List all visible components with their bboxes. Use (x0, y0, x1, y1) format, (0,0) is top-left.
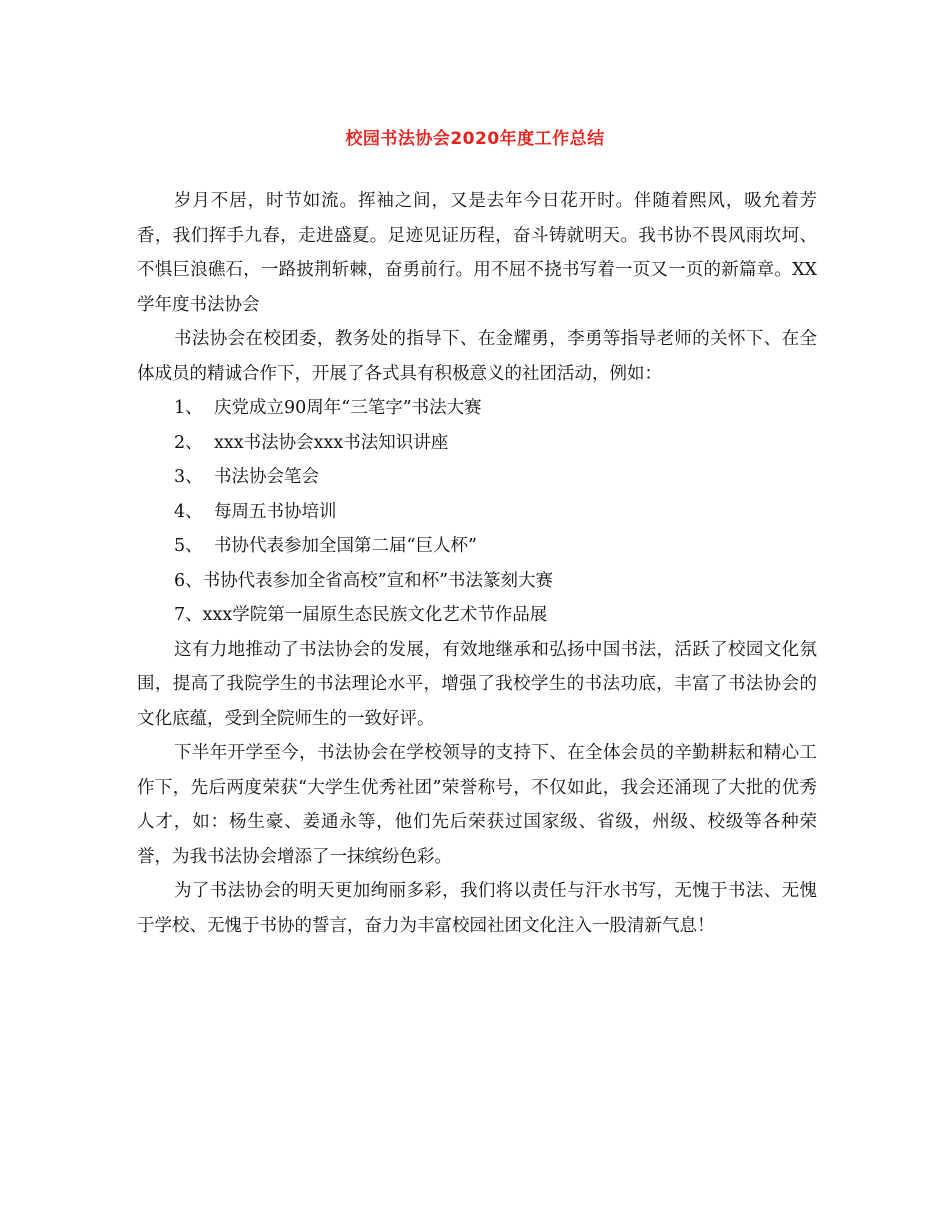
closing-paragraph: 为了书法协会的明天更加绚丽多彩，我们将以责任与汗水书写，无愧于书法、无愧于学校、无愧于书协的誓言，奋力为丰富校园社团文化注入一股清新气息！ (137, 881, 817, 936)
list-item (137, 564, 817, 599)
activity-list (137, 391, 817, 633)
impact-paragraph: 这有力地推动了书法协会的发展，有效地继承和弘扬中国书法，活跃了校园文化氛围，提高了我院学生的书法理论水平，增强了我校学生的书法功底，丰富了书法协会的文化底蕴，受到全院师生的一致好评。 (137, 639, 817, 729)
list-item-number: 3、 (174, 467, 203, 487)
list-item-text: xxx学院第一届原生态民族文化艺术节作品展 (202, 605, 548, 625)
list-item-text: 每周五书协培训 (214, 501, 337, 522)
list-item-number: 5、 (174, 536, 203, 556)
list-item (137, 391, 817, 426)
list-item (137, 426, 817, 461)
list-item-number: 6、 (174, 570, 203, 591)
document-title: 校园书法协会2020年度工作总结 (345, 129, 605, 149)
list-item (137, 598, 817, 633)
list-item-text: 书法协会笔会 (214, 467, 319, 487)
list-item-text: 庆党成立90周年“三笔字”书法大赛 (214, 398, 482, 418)
honors-paragraph: 下半年开学至今，书法协会在学校领导的支持下、在全体会员的辛勤耕耘和精心工作下，先后两度荣获“大学生优秀社团”荣誉称号，不仅如此，我会还涌现了大批的优秀人才，如：杨生豪、姜通永等，他们先后荣获过国家级、省级，州级、校级等各种荣誉，为我书法协会增添了一抹缤纷色彩。 (137, 743, 817, 867)
list-item-number: 7、 (174, 605, 203, 625)
list-item (137, 495, 817, 530)
list-item-number: 4、 (174, 501, 203, 522)
list-item-number: 1、 (174, 398, 203, 418)
activities-intro-paragraph: 书法协会在校团委，教务处的指导下、在金耀勇，李勇等指导老师的关怀下、在全体成员的精诚合作下，开展了各式具有积极意义的社团活动，例如： (137, 329, 817, 384)
document-body (137, 184, 817, 943)
intro-paragraph: 岁月不居，时节如流。挥袖之间，又是去年今日花开时。伴随着熙风，吸允着芳香，我们挥手九春，走进盛夏。足迹见证历程，奋斗铸就明天。我书协不畏风雨坎坷、不惧巨浪礁石，一路披荆斩棘，奋勇前行。用不屈不挠书写着一页又一页的新篇章。XX学年度书法协会 (137, 191, 817, 315)
list-item (137, 460, 817, 495)
list-item-number: 2、 (174, 432, 203, 453)
list-item-text: 书协代表参加全省高校”宣和杯”书法篆刻大赛 (202, 570, 554, 591)
list-item (137, 529, 817, 564)
list-item-text: xxx书法协会xxx书法知识讲座 (214, 432, 449, 453)
list-item-text: 书协代表参加全国第二届“巨人杯” (214, 536, 477, 556)
